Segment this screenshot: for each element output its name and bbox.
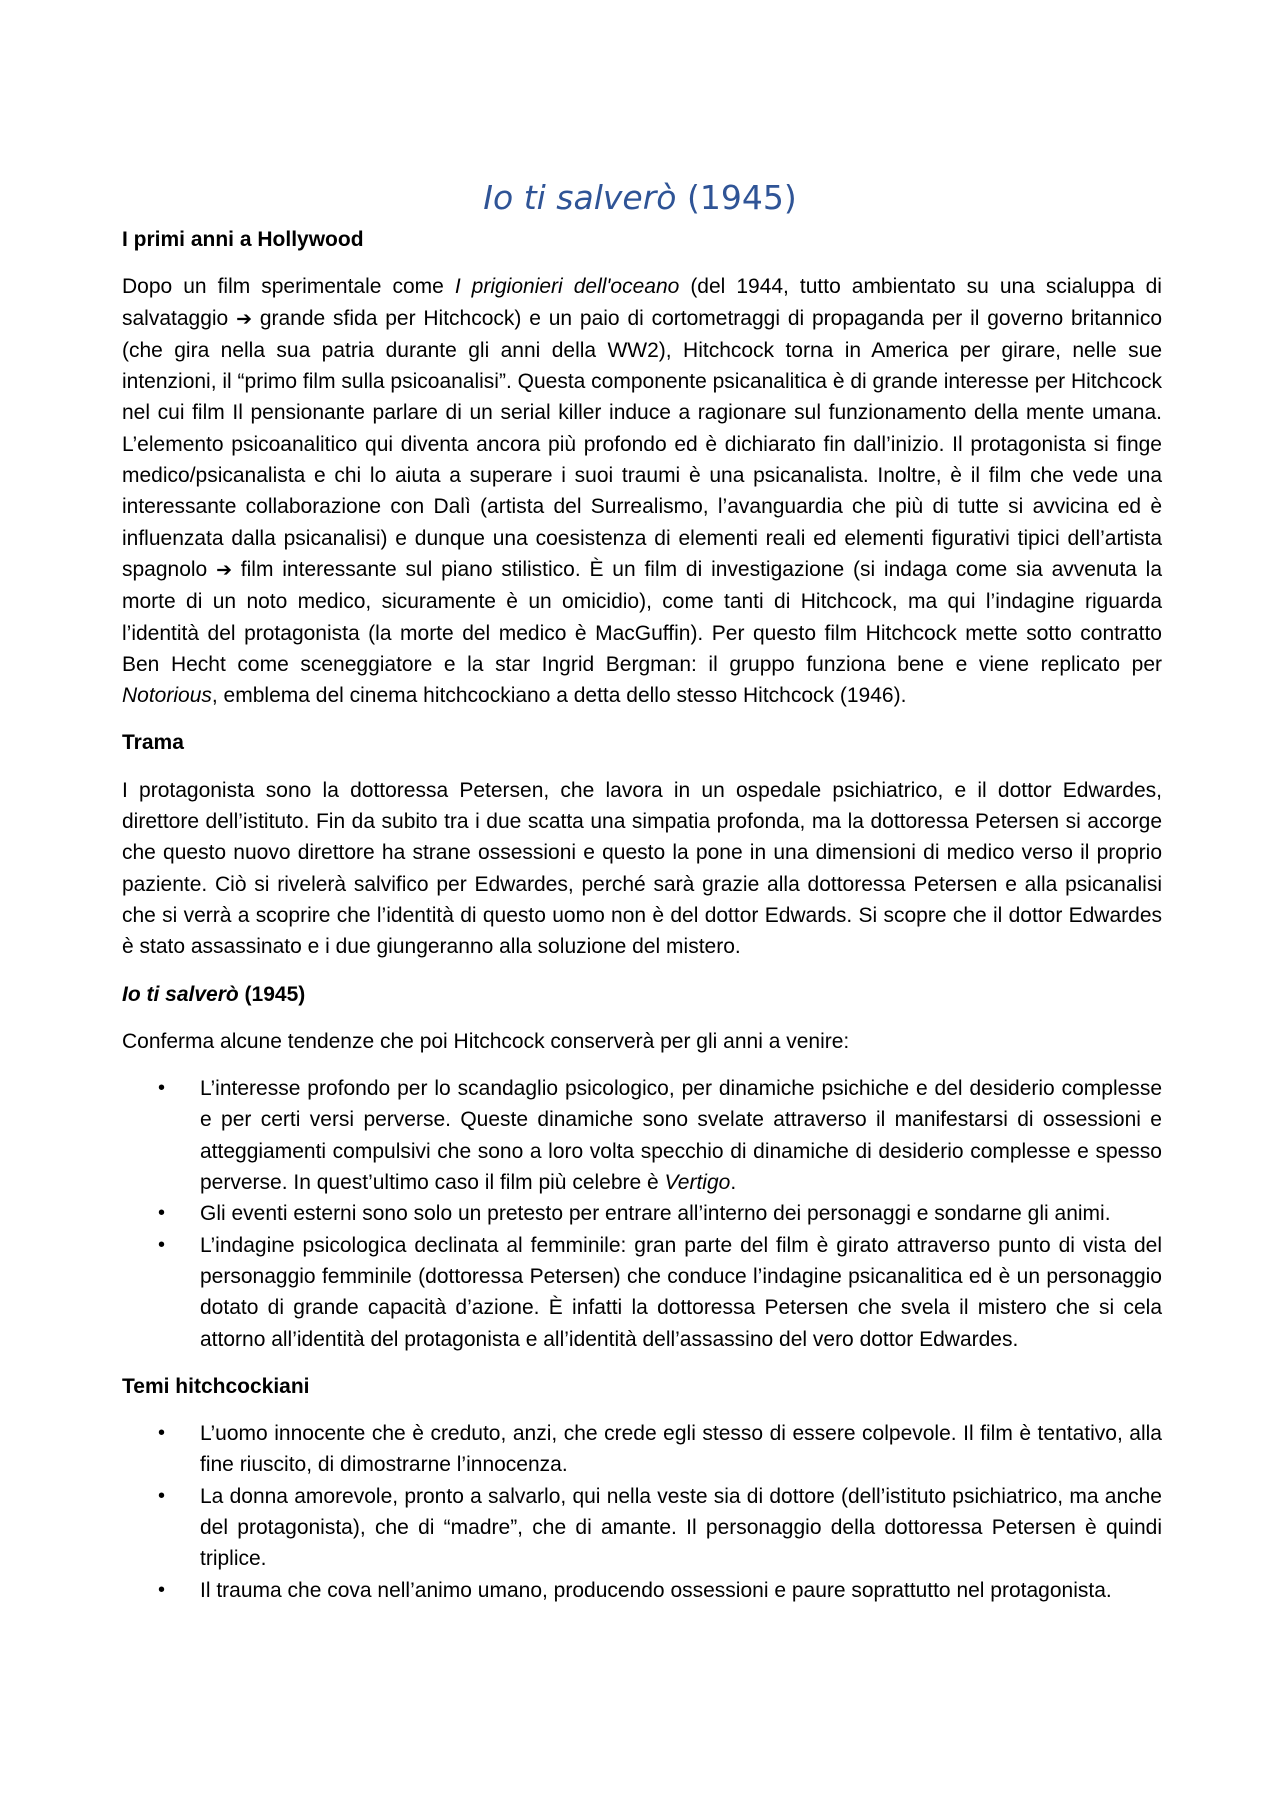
text-run: (del 1944, tutto ambientato su una scialuppa di salvataggio [122, 275, 1162, 330]
list-item [158, 1073, 1162, 1198]
bullet-icon: • [158, 1484, 166, 1507]
bullet-list-temi [122, 1418, 1162, 1606]
title-italic: Io ti salverò [483, 178, 677, 217]
list-item [158, 1481, 1162, 1575]
document-body [122, 224, 1162, 1622]
text-run: L’interesse profondo per lo scandaglio psicologico, per dinamiche psichiche e del desiderio complesse e per certi versi perverse. Queste dinamiche sono svelate attraverso il manifestarsi di ossessioni e atteggiamenti compulsivi che sono a loro volta specchio di dinamiche di desiderio complesse e spesso perverse. In quest’ultimo caso il film più celebre è [200, 1077, 1162, 1195]
text-run: grande sfida per Hitchcock) e un paio di cortometraggi di propaganda per il governo britannico (che gira nella sua patria durante gli anni della WW2), Hitchcock torna in America per girare, nelle sue intenzioni, il “primo film sulla psicoanalisi”. Questa componente psicanalitica è di grande interesse per Hitchcock nel cui film Il pensionante parlare di un serial killer induce a ragionare sul funzionamento della mente umana. L’elemento psicoanalitico qui diventa ancora più profondo ed è dichiarato fin dall’inizio. Il protagonista si finge medico/psicanalista e chi lo aiuta a superare i suoi traumi è una psicanalista. Inoltre, è il film che vede una interessante collaborazione con Dalì (artista del Surrealismo, l’avanguardia che più di tutte si avvicina ed è influenzata dalla psicanalisi) e dunque una coesistenza di elementi reali ed elementi figurativi tipici dell’artista spagnolo [122, 306, 1163, 581]
text-run: La donna amorevole, pronto a salvarlo, qui nella veste sia di dottore (dell’istituto psichiatrico, ma anche del protagonista), che di “madre”, che di amante. Il personaggio della dottoressa Petersen è quindi triplice. [200, 1484, 1162, 1571]
bullet-list-tendenze [122, 1073, 1162, 1355]
text-run: film interessante sul piano stilistico. È un film di investigazione (si indaga come sia avvenuta la morte di un noto medico, sicuramente è un omicidio), come tanti di Hitchcock, ma qui l’indagine riguarda l’identità del protagonista (la morte del medico è MacGuffin). Per questo film Hitchcock mette sotto contratto Ben Hecht come sceneggiatore e la star Ingrid Bergman: il gruppo funziona bene e viene replicato per [122, 557, 1163, 676]
text-run: Dopo un film sperimentale come [122, 275, 455, 299]
section-heading-trama: Trama [122, 731, 184, 755]
bullet-icon: • [158, 1202, 166, 1225]
film-title-italic: Vertigo [664, 1171, 731, 1195]
heading-italic: Io ti salverò [122, 982, 239, 1006]
bullet-icon: • [158, 1578, 166, 1601]
paragraph-trama: I protagonista sono la dottoressa Petersen, che lavora in un ospedale psichiatrico, e il dottor Edwardes, direttore dell’istituto. Fin da subito tra i due scatta una simpatia profonda, ma la dottoressa Petersen si accorge che questo nuovo direttore ha strane ossessioni e questo la pone in una dimensioni di medico verso il proprio paziente. Ciò si rivelerà salvifico per Edwardes, perché sarà grazie alla dottoressa Petersen e alla psicanalisi che si verrà a scoprire che l’identità di questo uomo non è del dottor Edwards. Si scopre che il dottor Edwardes è stato assassinato e i due giungeranno alla soluzione del mistero. [122, 778, 1162, 959]
arrow-icon: ➔ [216, 558, 232, 581]
text-run: Il trauma che cova nell’animo umano, producendo ossessioni e paure soprattutto nel protagonista. [200, 1578, 1112, 1602]
film-title-italic: I prigionieri dell'oceano [454, 275, 680, 299]
list-item [158, 1230, 1162, 1355]
title-year: (1945) [686, 178, 797, 217]
bullet-icon: • [158, 1422, 166, 1445]
list-item [158, 1575, 1162, 1606]
film-title-italic: Notorious [122, 684, 212, 708]
section-heading-hollywood: I primi anni a Hollywood [122, 228, 364, 251]
text-run: L’uomo innocente che è creduto, anzi, che crede egli stesso di essere colpevole. Il film è tentativo, alla fine riuscito, di dimostrarne l’innocenza. [200, 1422, 1162, 1477]
paragraph-hollywood [122, 271, 1162, 711]
arrow-icon: ➔ [236, 307, 252, 330]
bullet-icon: • [158, 1233, 166, 1256]
list-item [158, 1198, 1162, 1229]
heading-year: (1945) [238, 982, 306, 1006]
bullet-icon: • [158, 1077, 166, 1100]
section-heading-temi: Temi hitchcockiani [122, 1374, 310, 1398]
text-run: . [730, 1171, 737, 1195]
document-title [0, 178, 1280, 218]
text-run: , emblema del cinema hitchcockiano a detta dello stesso Hitchcock (1946). [211, 684, 907, 708]
section-heading-film [122, 979, 1162, 1010]
text-run: Gli eventi esterni sono solo un pretesto per entrare all’interno dei personaggi e sondarne gli animi. [200, 1202, 1111, 1226]
text-run: L’indagine psicologica declinata al femminile: gran parte del film è girato attraverso punto di vista del personaggio femminile (dottoressa Petersen) che conduce l’indagine psicanalitica ed è un personaggio dotato di grande capacità d’azione. È infatti la dottoressa Petersen che svela il mistero che si cela attorno all’identità del protagonista e all’identità dell’assassino del vero dottor Edwardes. [200, 1233, 1162, 1351]
list-item [158, 1418, 1162, 1481]
paragraph-film-intro: Conferma alcune tendenze che poi Hitchcock conserverà per gli anni a venire: [122, 1029, 850, 1053]
